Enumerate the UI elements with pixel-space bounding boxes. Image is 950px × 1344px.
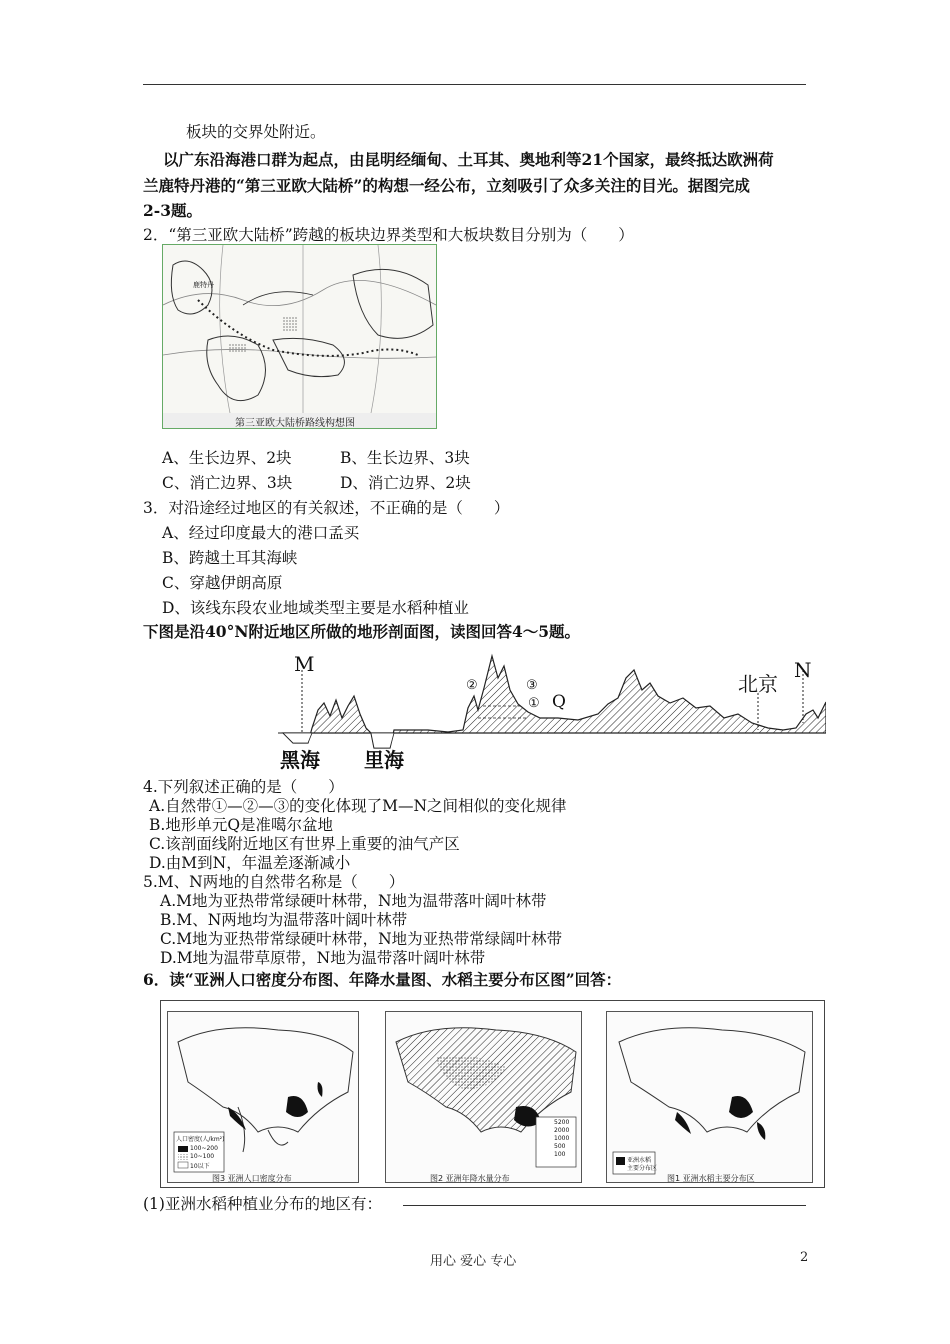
passage-line-1: 以广东沿海港口群为起点，由昆明经缅甸、土耳其、奥地利等21个国家，最终抵达欧洲荷: [163, 150, 774, 169]
q4-option-a: A.自然带①—②—③的变化体现了M—N之间相似的变化规律: [149, 797, 567, 815]
page-number: 2: [800, 1250, 809, 1265]
rice-legend-item-2: 主要分布区: [627, 1165, 658, 1172]
precip-legend-item-4: 500: [554, 1143, 566, 1150]
profile-label-3: ③: [526, 678, 538, 693]
q4-option-b: B.地形单元Q是准噶尔盆地: [149, 816, 334, 834]
q2-option-d: D、消亡边界、2块: [340, 474, 471, 492]
passage-line-2: 兰鹿特丹港的“第三亚欧大陆桥”的构想一经公布，立刻吸引了众多关注的目光。据图完成: [143, 176, 750, 195]
intro-fragment: 板块的交界处附近。: [186, 123, 326, 141]
precip-map-caption: 图2 亚洲年降水量分布: [430, 1174, 510, 1183]
rice-legend-item-1: 亚洲水稻: [627, 1157, 652, 1164]
footer-text: 用心 爱心 专心: [430, 1254, 517, 1269]
q5-stem: 5.M、N两地的自然带名称是（ ）: [143, 873, 405, 891]
precip-legend-item-5: 100: [554, 1151, 566, 1158]
q6-stem: 6．读“亚洲人口密度分布图、年降水量图、水稻主要分布区图”回答：: [143, 970, 622, 989]
passage-line-3: 2-3题。: [143, 201, 203, 220]
population-density-map: [167, 1011, 359, 1183]
q5-option-c: C.M地为亚热带常绿硬叶林带，N地为亚热带常绿阔叶林带: [160, 930, 563, 948]
profile-label-beijing: 北京: [738, 672, 778, 696]
profile-label-q: Q: [552, 692, 566, 712]
rice-map-caption: 图1 亚洲水稻主要分布区: [667, 1174, 755, 1183]
q4-stem: 4.下列叙述正确的是（ ）: [143, 778, 344, 796]
profile-label-m: M: [294, 652, 315, 676]
eurasian-bridge-map: [162, 244, 437, 429]
q4-option-d: D.由M到N，年温差逐渐减小: [149, 854, 351, 872]
pop-legend-title: 人口密度(人/km²): [176, 1136, 225, 1143]
q5-option-b: B.M、N两地均为温带落叶阔叶林带: [160, 911, 408, 929]
q3-option-c: C、穿越伊朗高原: [162, 574, 283, 592]
rotterdam-label: 鹿特丹: [193, 281, 214, 289]
profile-label-black-sea: 黑海: [280, 748, 320, 772]
profile-label-1: ①: [528, 696, 540, 711]
pop-legend-item-2: 10~100: [190, 1153, 215, 1160]
precip-legend-item-1: 5200: [554, 1119, 570, 1126]
precip-legend-item-3: 1000: [554, 1135, 570, 1142]
asia-maps-panel: [160, 1000, 825, 1188]
precip-legend-item-2: 2000: [554, 1127, 570, 1134]
q5-option-d: D.M地为温带草原带，N地为温带落叶阔叶林带: [160, 949, 486, 967]
q4-option-c: C.该剖面线附近地区有世界上重要的油气产区: [149, 835, 460, 853]
terrain-profile: [278, 648, 826, 770]
q2-option-a: A、生长边界、2块: [162, 449, 292, 467]
eurasian-bridge-map-drawing: [163, 245, 436, 428]
rice-distribution-map: [606, 1011, 813, 1183]
q3-option-a: A、经过印度最大的港口孟买: [162, 524, 360, 542]
q6-sub1: (1)亚洲水稻种植业分布的地区有：: [143, 1195, 382, 1213]
q6-sub1-answer-line: [403, 1205, 806, 1206]
header-rule: [143, 84, 806, 85]
q5-option-a: A.M地为亚热带常绿硬叶林带，N地为温带落叶阔叶林带: [160, 892, 547, 910]
precipitation-map: [385, 1011, 582, 1183]
q2-option-c: C、消亡边界、3块: [162, 474, 293, 492]
q2-stem: 2．“第三亚欧大陆桥”跨越的板块边界类型和大板块数目分别为（ ）: [143, 226, 634, 244]
q2-option-b: B、生长边界、3块: [340, 449, 470, 467]
pop-legend-item-1: 100~200: [190, 1145, 218, 1152]
q3-stem: 3．对沿途经过地区的有关叙述，不正确的是（ ）: [143, 499, 510, 517]
q3-option-b: B、跨越土耳其海峡: [162, 549, 298, 567]
pop-legend-item-3: 10以下: [190, 1163, 210, 1170]
profile-intro: 下图是沿40°N附近地区所做的地形剖面图，读图回答4～5题。: [143, 622, 581, 641]
profile-label-caspian: 里海: [364, 748, 404, 772]
q2-map-caption: 第三亚欧大陆桥路线构想图: [235, 418, 355, 429]
q3-option-d: D、该线东段农业地域类型主要是水稻种植业: [162, 599, 469, 617]
profile-label-2: ②: [466, 678, 478, 693]
pop-map-caption: 图3 亚洲人口密度分布: [212, 1174, 292, 1183]
profile-label-n: N: [794, 658, 812, 682]
